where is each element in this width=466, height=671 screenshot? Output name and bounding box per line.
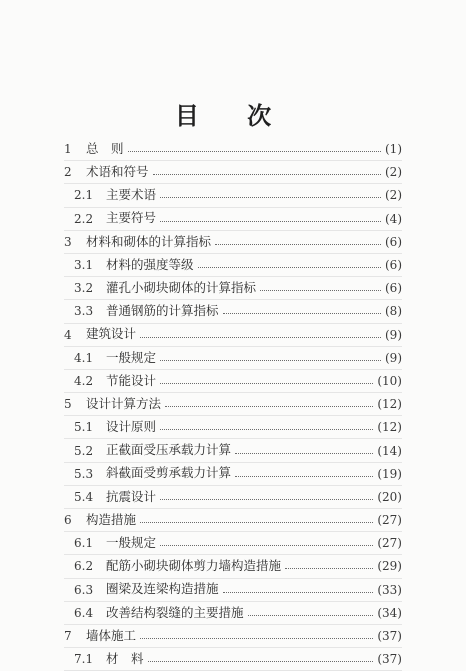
toc-entry[interactable] — [64, 324, 402, 347]
toc-label: 材 料 — [106, 650, 144, 666]
toc-label: 设计原则 — [106, 419, 157, 435]
toc-number: 3 — [64, 234, 72, 249]
toc-number: 5.1 — [74, 420, 94, 435]
toc-page-number: (6) — [385, 258, 402, 273]
dot-leader — [223, 312, 381, 314]
dot-leader — [248, 614, 374, 616]
toc-entry[interactable] — [64, 555, 402, 578]
toc-page-number: (4) — [385, 211, 402, 226]
toc-label: 材料和砌体的计算指标 — [86, 233, 212, 249]
toc-entry[interactable] — [64, 625, 402, 648]
toc-label: 材料的强度等级 — [106, 256, 194, 272]
toc-page-number: (12) — [377, 397, 402, 412]
toc-page-number: (27) — [377, 513, 402, 528]
toc-entry[interactable] — [64, 439, 402, 462]
toc-entry[interactable] — [64, 393, 402, 416]
toc-page-number: (33) — [377, 582, 402, 597]
toc-number: 4 — [64, 327, 72, 342]
dot-leader — [140, 521, 373, 523]
toc-label: 一般规定 — [106, 349, 157, 365]
dot-leader — [198, 266, 381, 268]
toc-entry[interactable] — [64, 416, 402, 439]
toc-page-number: (8) — [385, 304, 402, 319]
toc-entry[interactable] — [64, 579, 402, 602]
toc-page-number: (9) — [385, 350, 402, 365]
toc-label: 灌孔小砌块砌体的计算指标 — [106, 279, 257, 295]
toc-number: 2.1 — [74, 188, 94, 203]
dot-leader — [260, 289, 381, 291]
toc-entry[interactable] — [64, 602, 402, 625]
dot-leader — [165, 405, 373, 407]
toc-page-number: (34) — [377, 605, 402, 620]
toc-label: 设计计算方法 — [86, 395, 162, 411]
dot-leader — [153, 173, 381, 175]
toc-number: 1 — [64, 142, 72, 157]
toc-label: 一般规定 — [106, 535, 157, 551]
toc-entry[interactable] — [64, 184, 402, 207]
toc-entry[interactable] — [64, 138, 402, 161]
toc-label: 建筑设计 — [86, 326, 137, 342]
toc-entry[interactable] — [64, 370, 402, 393]
toc-page-number: (14) — [377, 443, 402, 458]
dot-leader — [140, 637, 373, 639]
toc-page-number: (2) — [385, 188, 402, 203]
toc-page-number: (6) — [385, 281, 402, 296]
toc-entry[interactable] — [64, 254, 402, 277]
toc-label: 术语和符号 — [86, 164, 149, 180]
dot-leader — [128, 150, 381, 152]
toc-label: 圈梁及连梁构造措施 — [106, 581, 219, 597]
toc-label: 改善结构裂缝的主要措施 — [106, 604, 244, 620]
toc-number: 3.2 — [74, 281, 94, 296]
toc-page-number: (6) — [385, 234, 402, 249]
toc-label: 抗震设计 — [106, 488, 157, 504]
toc-page-number: (37) — [377, 629, 402, 644]
toc-label: 正截面受压承载力计算 — [106, 442, 232, 458]
dot-leader — [223, 591, 374, 593]
toc-page-number: (12) — [377, 420, 402, 435]
toc-label: 节能设计 — [106, 372, 157, 388]
toc-page-number: (27) — [377, 536, 402, 551]
toc-entry[interactable] — [64, 347, 402, 370]
toc-entry[interactable] — [64, 509, 402, 532]
dot-leader — [215, 243, 381, 245]
toc-label: 主要符号 — [106, 210, 157, 226]
toc-number: 7 — [64, 629, 72, 644]
dot-leader — [160, 382, 373, 384]
toc-number: 3.3 — [74, 304, 94, 319]
toc-number: 5.3 — [74, 466, 94, 481]
toc-label: 普通钢筋的计算指标 — [106, 303, 219, 319]
toc-label: 总 则 — [86, 140, 124, 156]
toc-number: 4.2 — [74, 373, 94, 388]
toc-number: 5.2 — [74, 443, 94, 458]
toc-entry[interactable] — [64, 208, 402, 231]
toc-entry[interactable] — [64, 231, 402, 254]
toc-number: 2.2 — [74, 211, 94, 226]
toc-number: 6 — [64, 513, 72, 528]
dot-leader — [160, 359, 381, 361]
toc-number: 6.2 — [74, 559, 94, 574]
toc-page-number: (9) — [385, 327, 402, 342]
toc-page-number: (29) — [377, 559, 402, 574]
toc-number: 2 — [64, 165, 72, 180]
dot-leader — [160, 220, 381, 222]
toc-entry[interactable] — [64, 463, 402, 486]
dot-leader — [160, 428, 373, 430]
toc-page-number: (10) — [377, 373, 402, 388]
toc-number: 6.4 — [74, 605, 94, 620]
toc-entry[interactable] — [64, 300, 402, 323]
toc-page-number: (1) — [385, 142, 402, 157]
dot-leader — [285, 567, 373, 569]
toc-label: 配筋小砌块砌体剪力墙构造措施 — [106, 558, 282, 574]
dot-leader — [235, 452, 373, 454]
toc-entry[interactable] — [64, 486, 402, 509]
table-of-contents — [64, 138, 402, 671]
toc-entry[interactable] — [64, 532, 402, 555]
toc-page-number: (20) — [377, 489, 402, 504]
toc-number: 7.1 — [74, 652, 94, 667]
dot-leader — [160, 196, 381, 198]
toc-page-number: (19) — [377, 466, 402, 481]
page-title: 目 次 — [174, 101, 292, 130]
toc-entry[interactable] — [64, 648, 402, 671]
toc-page-number: (37) — [377, 652, 402, 667]
toc-number: 6.1 — [74, 536, 94, 551]
toc-number: 6.3 — [74, 582, 94, 597]
toc-number: 5 — [64, 397, 72, 412]
dot-leader — [160, 544, 373, 546]
toc-entry[interactable] — [64, 161, 402, 184]
toc-number: 5.4 — [74, 489, 94, 504]
toc-entry[interactable] — [64, 277, 402, 300]
toc-label: 主要术语 — [106, 187, 157, 203]
dot-leader — [160, 498, 373, 500]
toc-page-number: (2) — [385, 165, 402, 180]
toc-label: 斜截面受剪承载力计算 — [106, 465, 232, 481]
dot-leader — [235, 475, 373, 477]
toc-label: 构造措施 — [86, 511, 137, 527]
toc-number: 4.1 — [74, 350, 94, 365]
dot-leader — [140, 336, 381, 338]
toc-number: 3.1 — [74, 258, 94, 273]
toc-label: 墙体施工 — [86, 627, 137, 643]
